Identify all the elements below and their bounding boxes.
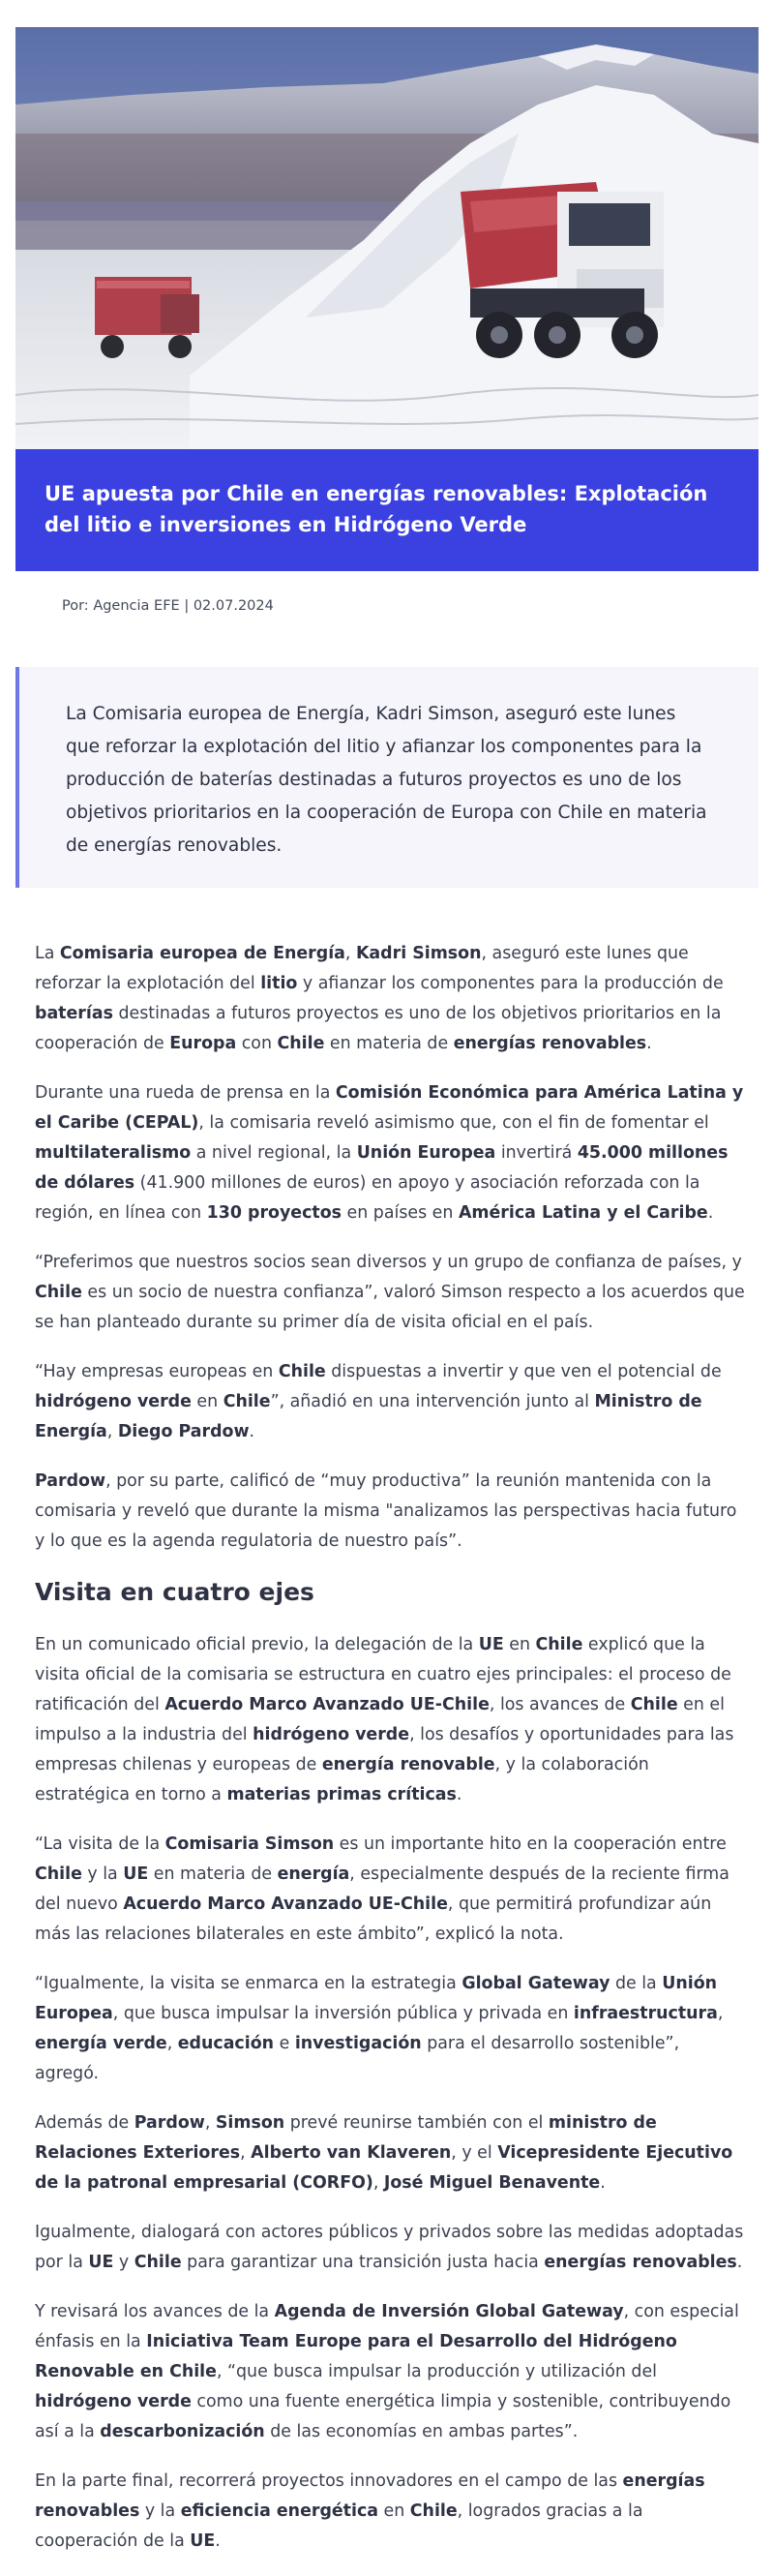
text-run: “Hay empresas europeas en xyxy=(35,1362,279,1381)
bold-term: Kadri Simson xyxy=(355,944,482,963)
paragraph-5 xyxy=(35,1467,747,1557)
text-run: , logrados gracias a la cooperación de la xyxy=(35,2501,643,2551)
text-run: , xyxy=(106,1422,118,1441)
bold-term: América Latina y el Caribe xyxy=(458,1203,708,1223)
bold-term: UE xyxy=(190,2531,216,2551)
text-run: , que busca impulsar la inversión pública y privada en xyxy=(112,2004,574,2023)
text-run: prevé reunirse también con el xyxy=(284,2113,549,2133)
text-run: “Preferimos que nuestros socios sean diversos y un grupo de confianza de países, y xyxy=(35,1253,742,1272)
text-run: “La visita de la xyxy=(35,1834,165,1854)
bold-term: Unión Europea xyxy=(356,1143,496,1163)
text-run: Igualmente, dialogará con actores públicos y privados sobre las medidas adoptadas por la xyxy=(35,2223,744,2272)
text-run: , con especial énfasis en la xyxy=(35,2302,739,2351)
bold-term: Chile xyxy=(134,2253,182,2272)
text-run: en países en xyxy=(342,1203,459,1223)
bold-term: UE xyxy=(478,1635,504,1654)
text-run: . xyxy=(646,1034,652,1053)
text-run: , los desafíos y oportunidades para las empresas chilenas y europeas de xyxy=(35,1725,734,1774)
text-run: en xyxy=(378,2501,410,2521)
article-body xyxy=(35,939,747,2576)
paragraph-8 xyxy=(35,1969,747,2089)
bold-term: Unión Europea xyxy=(35,1974,718,2023)
text-run: de las economías en ambas partes”. xyxy=(264,2422,579,2441)
byline-date: 02.07.2024 xyxy=(193,598,274,614)
text-run: , los avances de xyxy=(489,1695,631,1714)
bold-term: eficiencia energética xyxy=(180,2501,379,2521)
bold-term: Chile xyxy=(35,1283,82,1302)
bold-term: Global Gateway xyxy=(461,1974,610,1993)
bold-term: Chile xyxy=(277,1034,325,1053)
text-run: a nivel regional, la xyxy=(191,1143,357,1163)
text-run: . xyxy=(707,1203,714,1223)
text-run: en xyxy=(503,1635,536,1654)
text-run: es un importante hito en la cooperación entre xyxy=(334,1834,727,1854)
text-run: “Igualmente, la visita se enmarca en la estrategia xyxy=(35,1974,462,1993)
text-run: , por su parte, calificó de “muy productiva” la reunión mantenida con la comisaria y reveló que durante la misma "analizamos las perspectivas hacia futuro y lo que es la agenda regulatoria de nuestro país”. xyxy=(35,1471,737,1551)
text-run: es un socio de nuestra confianza”, valoró Simson respecto a los acuerdos que se han planteado durante su primer día de visita oficial en el país. xyxy=(35,1283,745,1332)
text-run: Durante una rueda de prensa en la xyxy=(35,1083,336,1103)
bold-term: energías renovables xyxy=(544,2253,737,2272)
lead-text: La Comisaria europea de Energía, Kadri Simson, aseguró este lunes que reforzar la explotación del litio y afianzar los componentes para la producción de baterías destinadas a futuros proyectos es uno de los objetivos prioritarios en la cooperación de Europa con Chile en materia de energías renovables. xyxy=(66,704,707,856)
text-run: . xyxy=(456,1785,462,1804)
bold-term: educación xyxy=(177,2034,275,2053)
bold-term: Comisaria europea de Energía xyxy=(59,944,345,963)
text-run: explicó que la visita oficial de la comisaria se estructura en cuatro ejes principales: el proceso de ratificación del xyxy=(35,1635,731,1714)
bold-term: Chile xyxy=(278,1362,326,1381)
bold-term: infraestructura xyxy=(573,2004,718,2023)
truck-large xyxy=(461,182,664,358)
bold-term: Alberto van Klaveren xyxy=(251,2143,452,2163)
bold-term: Pardow xyxy=(134,2113,205,2133)
text-run: , y el xyxy=(451,2143,498,2163)
text-run: destinadas a futuros proyectos es uno de los objetivos prioritarios en la cooperación de xyxy=(35,1004,722,1053)
bold-term: energías renovables xyxy=(453,1034,647,1053)
bold-term: Chile xyxy=(223,1392,271,1411)
bold-term: ministro de Relaciones Exteriores xyxy=(35,2113,657,2163)
text-run: y la xyxy=(139,2501,181,2521)
bold-term: Chile xyxy=(35,1864,82,1884)
paragraph-9 xyxy=(35,2108,747,2198)
paragraph-1 xyxy=(35,939,747,1059)
text-run: . xyxy=(249,1422,255,1441)
text-run: y xyxy=(113,2253,134,2272)
byline-separator: | xyxy=(179,598,194,614)
paragraph-6 xyxy=(35,1630,747,1810)
text-run: . xyxy=(600,2173,606,2193)
text-run: En la parte final, recorrerá proyectos innovadores en el campo de las xyxy=(35,2471,623,2491)
text-run: , “que busca impulsar la producción y utilización del xyxy=(216,2362,657,2381)
text-run: , la comisaria reveló asimismo que, con el fin de fomentar el xyxy=(198,1113,709,1133)
bold-term: Ministro de Energía xyxy=(35,1392,702,1441)
bold-term: hidrógeno verde xyxy=(253,1725,410,1744)
text-run: , xyxy=(372,2173,384,2193)
bold-term: Acuerdo Marco Avanzado UE-Chile xyxy=(164,1695,490,1714)
bold-term: Europa xyxy=(169,1034,237,1053)
bold-term: Pardow xyxy=(35,1471,106,1491)
text-run: invertirá xyxy=(495,1143,578,1163)
text-run: e xyxy=(274,2034,295,2053)
text-run: , que permitirá profundizar aún más las relaciones bilaterales en este ámbito”, explicó la nota. xyxy=(35,1894,712,1944)
hero-image xyxy=(15,27,759,449)
bold-term: energía xyxy=(277,1864,350,1884)
bold-term: 130 proyectos xyxy=(206,1203,342,1223)
text-run: de la xyxy=(610,1974,663,1993)
text-run: en xyxy=(191,1392,223,1411)
text-run: en materia de xyxy=(324,1034,454,1053)
bold-term: Comisaria Simson xyxy=(164,1834,335,1854)
paragraph-7 xyxy=(35,1830,747,1950)
text-run: como una fuente energética limpia y sostenible, contribuyendo así a la xyxy=(35,2392,731,2441)
paragraph-3 xyxy=(35,1248,747,1338)
bold-term: Chile xyxy=(409,2501,458,2521)
text-run: . xyxy=(736,2253,743,2272)
byline xyxy=(62,598,274,614)
text-run: , xyxy=(240,2143,252,2163)
text-run: para garantizar una transición justa hacia xyxy=(181,2253,545,2272)
text-run: y la xyxy=(81,1864,124,1884)
bold-term: Iniciativa Team Europe para el Desarrollo del Hidrógeno Renovable en Chile xyxy=(35,2332,677,2381)
paragraph-2 xyxy=(35,1078,747,1228)
bold-term: materias primas críticas xyxy=(226,1785,457,1804)
bold-term: Comisión Económica para América Latina y el Caribe (CEPAL) xyxy=(35,1083,744,1133)
text-run: Además de xyxy=(35,2113,134,2133)
lead-quote xyxy=(15,667,759,888)
text-run: con xyxy=(236,1034,278,1053)
text-run: , y la colaboración estratégica en torno a xyxy=(35,1755,649,1804)
paragraph-12 xyxy=(35,2467,747,2557)
bold-term: baterías xyxy=(35,1004,113,1023)
text-run: , aseguró este lunes que reforzar la explotación del xyxy=(35,944,689,993)
bold-term: Acuerdo Marco Avanzado UE-Chile xyxy=(123,1894,448,1914)
bold-term: Chile xyxy=(535,1635,583,1654)
text-run: , xyxy=(204,2113,216,2133)
text-run: , xyxy=(344,944,356,963)
bold-term: UE xyxy=(88,2253,114,2272)
paragraph-10 xyxy=(35,2218,747,2278)
text-run: , xyxy=(166,2034,178,2053)
text-run: (41.900 millones de euros) en apoyo y asociación reforzada con la región, en línea con xyxy=(35,1173,700,1223)
text-run: , xyxy=(717,2004,724,2023)
bold-term: energías renovables xyxy=(35,2471,705,2521)
bold-term: hidrógeno verde xyxy=(35,2392,192,2411)
text-run: . xyxy=(215,2531,221,2551)
article-title: UE apuesta por Chile en energías renovables: Explotación del litio e inversiones en Hidrógeno Verde xyxy=(45,482,708,536)
bold-term: litio xyxy=(260,974,298,993)
bold-term: Simson xyxy=(215,2113,285,2133)
text-run: En un comunicado oficial previo, la delegación de la xyxy=(35,1635,479,1654)
bold-term: UE xyxy=(123,1864,149,1884)
bold-term: Diego Pardow xyxy=(117,1422,250,1441)
title-banner xyxy=(15,449,759,571)
bold-term: Vicepresidente Ejecutivo de la patronal empresarial (CORFO) xyxy=(35,2143,733,2193)
bold-term: multilateralismo xyxy=(35,1143,192,1163)
paragraph-4 xyxy=(35,1357,747,1447)
bold-term: José Miguel Benavente xyxy=(383,2173,601,2193)
byline-source: Agencia EFE xyxy=(93,598,180,614)
bold-term: descarbonización xyxy=(100,2422,265,2441)
bold-term: Chile xyxy=(630,1695,678,1714)
byline-prefix: Por: xyxy=(62,598,94,614)
text-run: La xyxy=(35,944,60,963)
bold-term: 45.000 millones de dólares xyxy=(35,1143,729,1193)
paragraph-11 xyxy=(35,2297,747,2447)
text-run: para el desarrollo sostenible”, agregó. xyxy=(35,2034,680,2083)
text-run: en el impulso a la industria del xyxy=(35,1695,725,1744)
text-run: Y revisará los avances de la xyxy=(35,2302,275,2321)
bold-term: Agenda de Inversión Global Gateway xyxy=(274,2302,624,2321)
text-run: dispuestas a invertir y que ven el potencial de xyxy=(325,1362,722,1381)
section-heading: Visita en cuatro ejes xyxy=(35,1578,314,1606)
text-run: y afianzar los componentes para la producción de xyxy=(297,974,724,993)
text-run: , especialmente después de la reciente firma del nuevo xyxy=(35,1864,729,1914)
text-run: ”, añadió en una intervención junto al xyxy=(270,1392,595,1411)
bold-term: hidrógeno verde xyxy=(35,1392,192,1411)
bold-term: investigación xyxy=(294,2034,422,2053)
bold-term: energía renovable xyxy=(321,1755,495,1774)
bold-term: energía verde xyxy=(35,2034,167,2053)
text-run: en materia de xyxy=(148,1864,278,1884)
